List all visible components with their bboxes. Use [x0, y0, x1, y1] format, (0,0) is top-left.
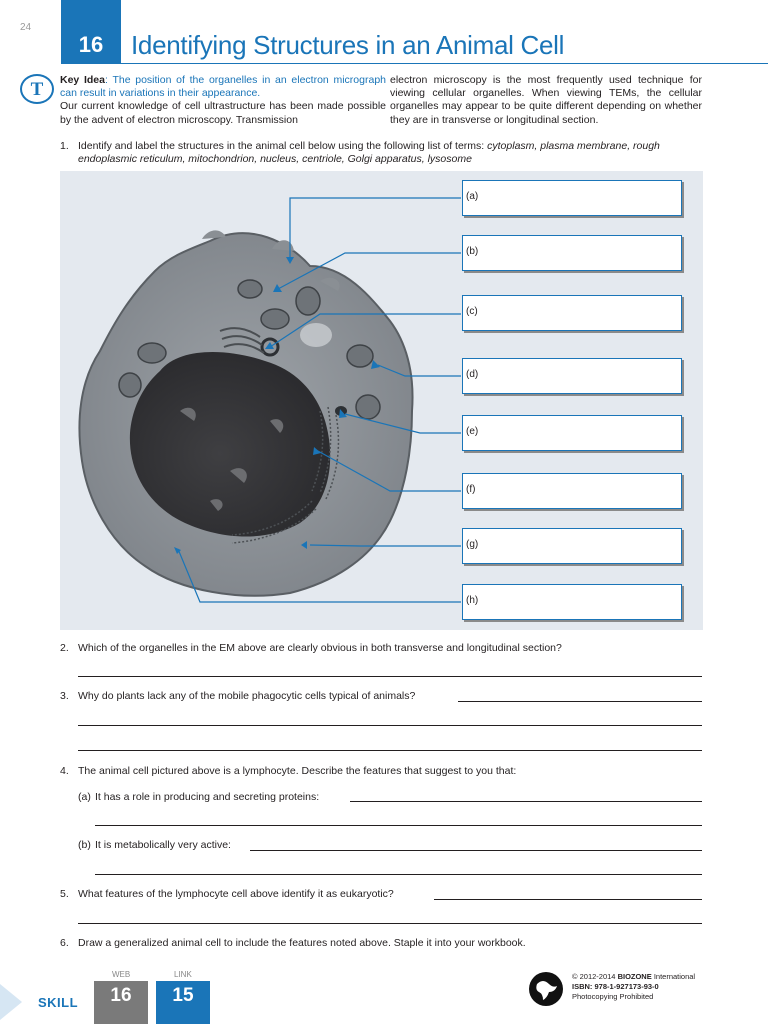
- copyright-block: [572, 972, 695, 1002]
- label-box-a[interactable]: [462, 180, 682, 216]
- page-title: Identifying Structures in an Animal Cell: [131, 30, 565, 60]
- label-box-e[interactable]: [462, 415, 682, 451]
- answer-line-q3-2[interactable]: [78, 725, 702, 726]
- label-e: (e): [466, 426, 479, 437]
- title-rule: [121, 63, 768, 64]
- answer-line-q4b-2[interactable]: [95, 874, 702, 875]
- activity-number: 16: [78, 32, 104, 57]
- label-box-f[interactable]: [462, 473, 682, 509]
- copyright-line: [572, 972, 695, 982]
- answer-line-q3-1[interactable]: [458, 701, 702, 702]
- key-idea-lead: : The position of the organelles in an electron micrograph can result in variations in their appearance.: [60, 74, 386, 100]
- question-5-number: 5.: [60, 888, 69, 900]
- question-1: [60, 140, 710, 166]
- question-6-number: 6.: [60, 937, 69, 949]
- question-3-number: 3.: [60, 690, 69, 702]
- biozone-logo-icon: [529, 972, 563, 1006]
- photocopy-notice: Photocopying Prohibited: [572, 992, 654, 1001]
- teacher-badge-letter: T: [30, 79, 44, 100]
- link-label: LINK: [174, 970, 192, 979]
- link-tab[interactable]: [156, 981, 210, 1024]
- label-box-c[interactable]: [462, 295, 682, 331]
- link-number: 15: [172, 985, 194, 1006]
- web-tab[interactable]: [94, 981, 148, 1024]
- label-box-b[interactable]: [462, 235, 682, 271]
- copyright-brand: BIOZONE: [617, 972, 652, 981]
- question-4b-text: It is metabolically very active:: [95, 839, 231, 851]
- answer-line-q3-3[interactable]: [78, 750, 702, 751]
- key-idea-body-1: Our current knowledge of cell ultrastructure has been made possible by the advent of electron microscopy. Transmission: [60, 100, 386, 126]
- label-box-h[interactable]: [462, 584, 682, 620]
- question-2-number: 2.: [60, 642, 69, 654]
- answer-line-q5-2[interactable]: [78, 923, 702, 924]
- label-a: (a): [466, 191, 479, 202]
- question-3-text: Why do plants lack any of the mobile phagocytic cells typical of animals?: [78, 690, 416, 702]
- question-4a-letter: (a): [78, 791, 91, 803]
- isbn: ISBN: 978-1-927173-93-0: [572, 982, 659, 991]
- label-box-d[interactable]: [462, 358, 682, 394]
- pale-vacuole: [300, 323, 332, 347]
- label-d: (d): [466, 369, 479, 380]
- question-2-text: Which of the organelles in the EM above are clearly obvious in both transverse and longitudinal section?: [78, 642, 562, 654]
- label-h: (h): [466, 595, 479, 606]
- question-1-number: 1.: [60, 140, 69, 152]
- activity-number-tab: [61, 0, 121, 64]
- question-1-prompt: Identify and label the structures in the animal cell below using the following list of terms:: [78, 140, 488, 152]
- question-4a-text: It has a role in producing and secreting proteins:: [95, 791, 320, 803]
- page-number: 24: [20, 22, 32, 33]
- label-c: (c): [466, 306, 478, 317]
- answer-line-q4a-2[interactable]: [95, 825, 702, 826]
- answer-line-q2[interactable]: [78, 676, 702, 677]
- question-6-text: Draw a generalized animal cell to include the features noted above. Staple it into your workbook.: [78, 937, 526, 949]
- question-1-terms: cytoplasm, plasma membrane, rough endoplasmic reticulum, mitochondrion, nucleus, centriole, Golgi apparatus, lysosome: [78, 140, 660, 165]
- key-idea-column-2: electron microscopy is the most frequently used technique for viewing cellular organelles. When viewing TEMs, the cellular organelles may appear to be quite different depending on whether they are in transverse or longitudinal section.: [390, 74, 702, 126]
- answer-line-q4a-1[interactable]: [350, 801, 702, 802]
- label-g: (g): [466, 539, 479, 550]
- skill-label: SKILL: [38, 995, 79, 1010]
- answer-line-q4b-1[interactable]: [250, 850, 702, 851]
- label-box-g[interactable]: [462, 528, 682, 564]
- copyright-suffix: International: [651, 972, 696, 981]
- web-number: 16: [110, 985, 132, 1006]
- answer-line-q5-1[interactable]: [434, 899, 702, 900]
- key-idea-label: Key Idea: [60, 74, 105, 86]
- label-b: (b): [466, 246, 479, 257]
- copyright-prefix: © 2012-2014: [572, 972, 618, 981]
- question-4-text: The animal cell pictured above is a lymphocyte. Describe the features that suggest to you that:: [78, 765, 517, 777]
- cell-micrograph-figure: [60, 171, 703, 630]
- web-label: WEB: [112, 970, 131, 979]
- teacher-badge-icon: [20, 74, 54, 104]
- label-f: (f): [466, 484, 476, 495]
- key-idea-column-1: [60, 74, 386, 127]
- question-1-text: [78, 140, 710, 166]
- question-4b-letter: (b): [78, 839, 91, 851]
- question-5-text: What features of the lymphocyte cell above identify it as eukaryotic?: [78, 888, 394, 900]
- question-4-number: 4.: [60, 765, 69, 777]
